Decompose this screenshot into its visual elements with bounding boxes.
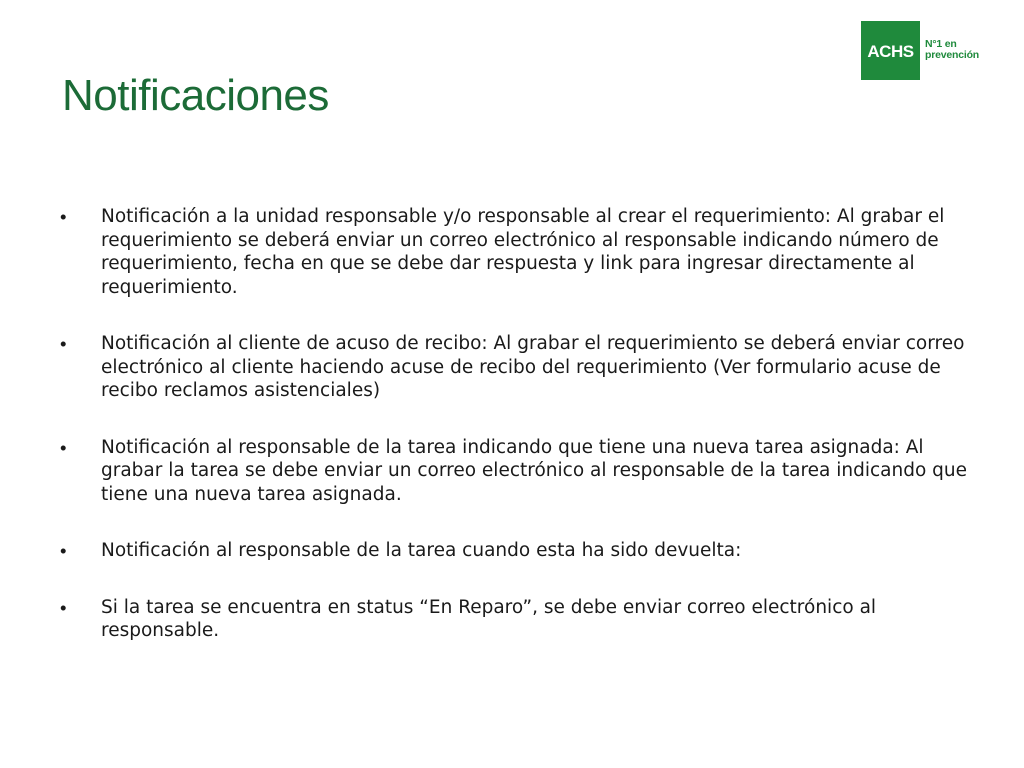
bullet-item (60, 205, 980, 299)
bullet-text: Notificación al responsable de la tarea cuando esta ha sido devuelta: (101, 540, 742, 561)
bullet-text: Notificación al cliente de acuso de recibo: Al grabar el requerimiento se deberá enviar correo electrónico al cliente haciendo acuse de recibo del requerimiento (Ver formulario acuse de recibo reclamos asistenciales) (101, 333, 965, 401)
bullet-item (60, 539, 980, 563)
achs-logo-wordmark: ACHS (867, 41, 914, 61)
slide-title: Notificaciones (62, 71, 329, 120)
achs-logo-tagline (925, 39, 979, 61)
bullet-list (60, 205, 980, 676)
bullet-marker: • (60, 436, 67, 458)
bullet-marker: • (60, 596, 67, 618)
achs-logo-mark (861, 21, 920, 80)
bullet-item (60, 596, 980, 643)
bullet-text: Notificación al responsable de la tarea indicando que tiene una nueva tarea asignada: Al grabar la tarea se debe enviar un correo electrónico al responsable de la tarea indicando que tiene una nueva tarea asignada. (101, 436, 968, 505)
bullet-marker: • (60, 333, 67, 354)
achs-logo (861, 20, 979, 80)
bullet-text: Notificación a la unidad responsable y/o responsable al crear el requerimiento: Al grabar el requerimiento se deberá enviar un correo electrónico al responsable indicando número de requerimiento, fecha en que se debe dar respuesta y link para ingresar directamente al requerimiento. (101, 206, 945, 298)
bullet-item (60, 436, 980, 507)
logo-tagline-line2: prevención (925, 49, 980, 61)
bullet-marker: • (60, 540, 67, 561)
bullet-item (60, 332, 980, 403)
bullet-marker: • (60, 206, 67, 227)
logo-tagline-line1: N°1 en (925, 38, 957, 50)
bullet-text: Si la tarea se encuentra en status “En Reparo”, se debe enviar correo electrónico al responsable. (101, 596, 877, 641)
